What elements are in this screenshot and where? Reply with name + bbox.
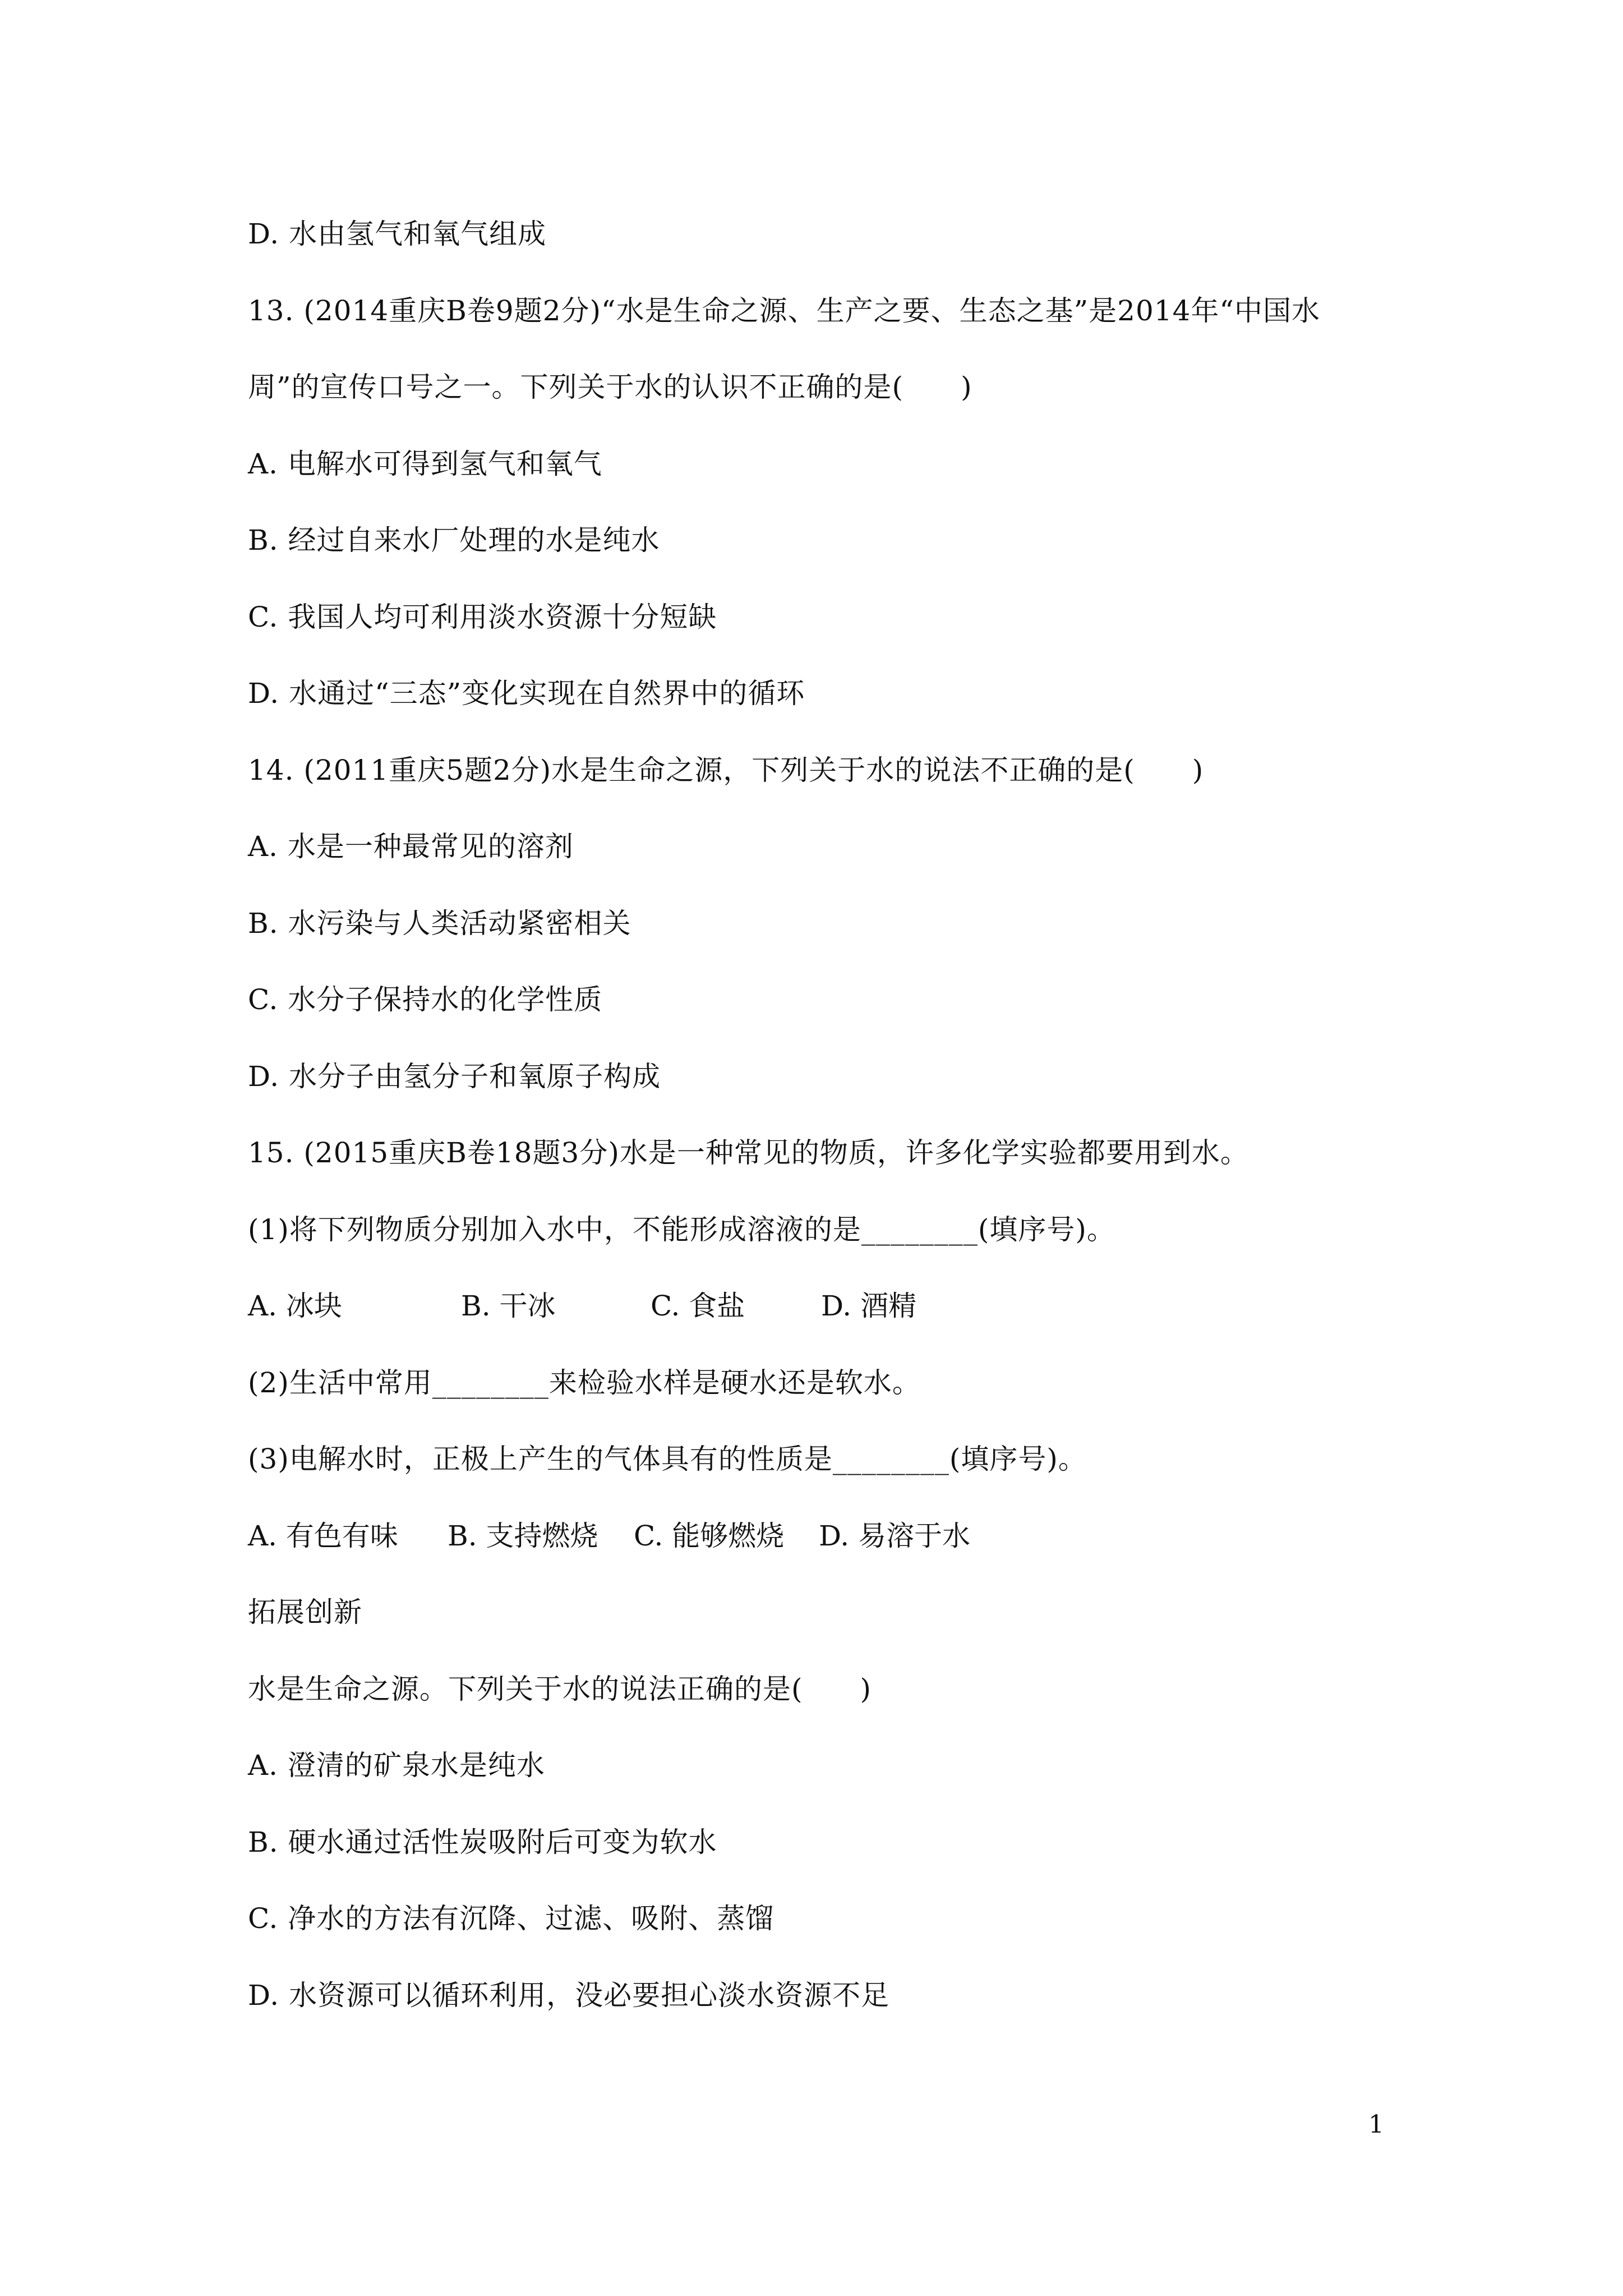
q15-part-3: (3)电解水时，正极上产生的气体具有的性质是________(填序号)。 — [248, 1443, 1087, 1475]
q15-stem: 15. (2015重庆B卷18题3分)水是一种常见的物质，许多化学实验都要用到水。 — [248, 1137, 1249, 1169]
q15-part-1-option-c: C. 食盐 — [651, 1290, 745, 1322]
q15-part-1-option-d: D. 酒精 — [821, 1290, 917, 1322]
q15-part-3-option-b: B. 支持燃烧 — [448, 1520, 598, 1552]
q13-stem-line-1: 13. (2014重庆B卷9题2分)“水是生命之源、生产之要、生态之基”是2014年“中国水 — [248, 295, 1320, 327]
q15-part-1-option-b: B. 干冰 — [461, 1290, 556, 1322]
q13-option-a: A. 电解水可得到氢气和氧气 — [248, 448, 602, 480]
q12-option-d: D. 水由氢气和氧气组成 — [248, 218, 547, 250]
q15-part-2: (2)生活中常用________来检验水样是硬水还是软水。 — [248, 1366, 921, 1399]
q15-part-1: (1)将下列物质分别加入水中，不能形成溶液的是________(填序号)。 — [248, 1213, 1115, 1246]
q14-option-c: C. 水分子保持水的化学性质 — [248, 983, 603, 1016]
q14-option-b: B. 水污染与人类活动紧密相关 — [248, 907, 631, 940]
q15-part-3-option-a: A. 有色有味 — [248, 1520, 398, 1552]
q13-option-d: D. 水通过“三态”变化实现在自然界中的循环 — [248, 677, 805, 710]
q14-option-a: A. 水是一种最常见的溶剂 — [248, 830, 574, 863]
q15-part-1-option-a: A. 冰块 — [248, 1290, 342, 1322]
q13-stem-line-2: 周”的宣传口号之一。下列关于水的认识不正确的是( ) — [248, 371, 972, 403]
extension-heading: 拓展创新 — [248, 1596, 362, 1628]
page-number: 1 — [1368, 2110, 1384, 2139]
q15-part-3-option-c: C. 能够燃烧 — [634, 1520, 785, 1552]
extension-option-c: C. 净水的方法有沉降、过滤、吸附、蒸馏 — [248, 1902, 774, 1935]
q14-option-d: D. 水分子由氢分子和氧原子构成 — [248, 1060, 661, 1093]
extension-option-a: A. 澄清的矿泉水是纯水 — [248, 1749, 545, 1782]
extension-option-b: B. 硬水通过活性炭吸附后可变为软水 — [248, 1826, 717, 1858]
q15-part-3-option-d: D. 易溶于水 — [819, 1520, 971, 1552]
extension-stem: 水是生命之源。下列关于水的说法正确的是( ) — [248, 1673, 872, 1705]
q13-option-b: B. 经过自来水厂处理的水是纯水 — [248, 524, 660, 556]
q13-option-c: C. 我国人均可利用淡水资源十分短缺 — [248, 601, 717, 633]
q14-stem: 14. (2011重庆5题2分)水是生命之源，下列关于水的说法不正确的是( ) — [248, 754, 1204, 786]
extension-option-d: D. 水资源可以循环利用，没必要担心淡水资源不足 — [248, 1979, 890, 2012]
